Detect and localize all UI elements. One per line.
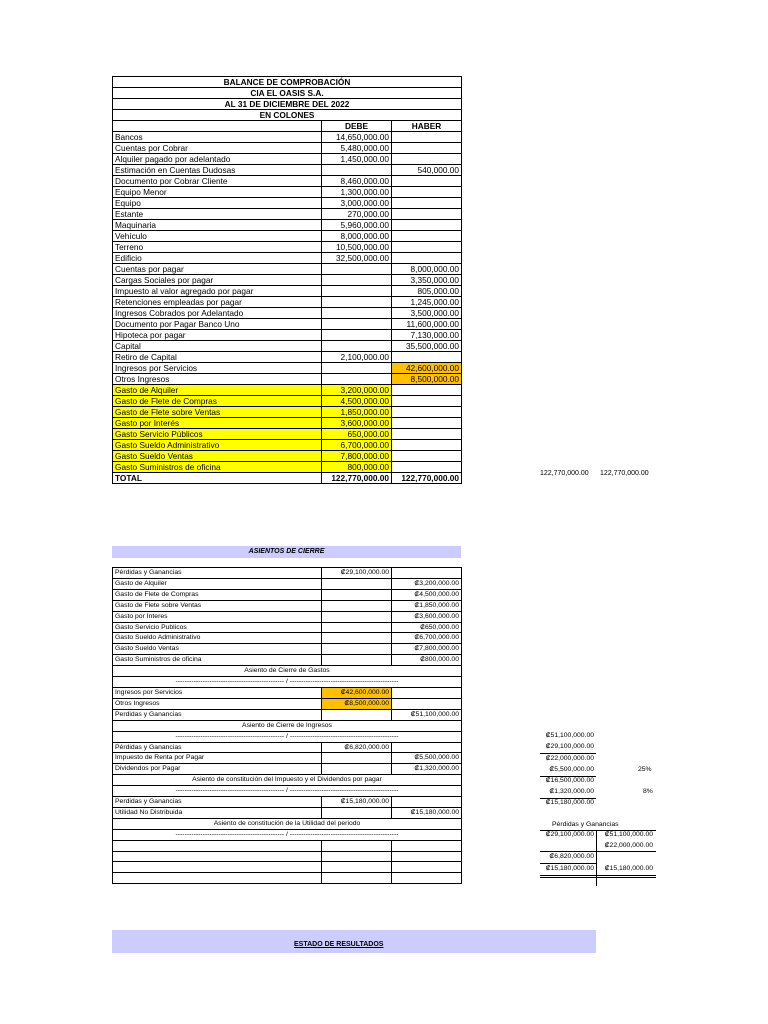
haber-amount	[392, 418, 462, 429]
account-name: Documento por Cobrar Cliente	[113, 176, 322, 187]
journal-debe	[322, 862, 392, 873]
haber-amount	[392, 143, 462, 154]
trial-balance-table	[112, 76, 462, 484]
debe-amount: 1,850,000.00	[322, 407, 392, 418]
account-name: Retiro de Capital	[113, 352, 322, 363]
journal-row	[113, 644, 462, 655]
balance-row	[113, 429, 462, 440]
balance-row	[113, 308, 462, 319]
account-name: Gasto de Alquiler	[113, 385, 322, 396]
debe-amount	[322, 308, 392, 319]
debe-amount: 32,500,000.00	[322, 253, 392, 264]
balance-row	[113, 286, 462, 297]
col-debe: DEBE	[322, 121, 392, 132]
balance-total-row	[113, 473, 462, 484]
balance-row	[113, 209, 462, 220]
account-name: Otros Ingresos	[113, 374, 322, 385]
balance-row	[113, 451, 462, 462]
journal-haber: ₡800,000.00	[392, 655, 462, 666]
t-account-debe: ₡15,180,000.00	[545, 865, 594, 872]
journal-haber: ₡1,850,000.00	[392, 600, 462, 611]
balance-row	[113, 297, 462, 308]
balance-header-row	[113, 121, 462, 132]
journal-debe	[322, 622, 392, 633]
debe-amount: 650,000.00	[322, 429, 392, 440]
journal-account: Gasto Suministros de oficina	[113, 655, 322, 666]
debe-amount: 2,100,000.00	[322, 352, 392, 363]
balance-row	[113, 154, 462, 165]
balance-row	[113, 165, 462, 176]
debe-amount	[322, 275, 392, 286]
account-name: Documento por Pagar Banco Uno	[113, 319, 322, 330]
journal-haber	[392, 568, 462, 579]
journal-account: Pérdidas y Ganancias	[113, 742, 322, 753]
journal-haber: ₡3,600,000.00	[392, 611, 462, 622]
balance-row	[113, 264, 462, 275]
journal-row	[113, 698, 462, 709]
haber-amount	[392, 429, 462, 440]
journal-account: Utilidad No Distribuida	[113, 807, 322, 818]
balance-title-row	[113, 110, 462, 121]
journal-debe	[322, 644, 392, 655]
balance-row	[113, 462, 462, 473]
balance-row	[113, 231, 462, 242]
haber-amount	[392, 187, 462, 198]
debe-amount: 1,450,000.00	[322, 154, 392, 165]
journal-haber: ₡650,000.00	[392, 622, 462, 633]
journal-account: Gasto Sueldo Administrativo	[113, 633, 322, 644]
account-name: Cargas Sociales por pagar	[113, 275, 322, 286]
account-name: Impuesto al valor agregado por pagar	[113, 286, 322, 297]
t-account-double-line	[540, 875, 656, 876]
balance-title: CIA EL OASIS S.A.	[113, 88, 462, 99]
balance-row	[113, 396, 462, 407]
journal-debe	[322, 633, 392, 644]
journal-row	[113, 568, 462, 579]
balance-row	[113, 374, 462, 385]
haber-amount	[392, 253, 462, 264]
haber-amount: 1,245,000.00	[392, 297, 462, 308]
journal-haber: ₡6,700,000.00	[392, 633, 462, 644]
journal-debe	[322, 753, 392, 764]
journal-debe: ₡15,180,000.00	[322, 797, 392, 808]
journal-row	[113, 764, 462, 775]
balance-title: BALANCE DE COMPROBACIÓN	[113, 77, 462, 88]
balance-row	[113, 319, 462, 330]
journal-haber: ₡51,100,000.00	[392, 709, 462, 720]
account-name: Gasto Suministros de oficina	[113, 462, 322, 473]
account-name: Gasto de Flete de Compras	[113, 396, 322, 407]
journal-debe	[322, 578, 392, 589]
side-total-debe: 122,770,000.00	[540, 470, 589, 477]
account-name: Vehículo	[113, 231, 322, 242]
haber-amount: 42,600,000.00	[392, 363, 462, 374]
journal-separator: ------------------------------------------------ / ------------------------------------------------	[113, 731, 462, 742]
journal-description: Asiento de Cierre de Ingresos	[113, 720, 462, 731]
journal-haber	[392, 840, 462, 851]
debe-amount	[322, 363, 392, 374]
journal-haber: ₡5,500,000.00	[392, 753, 462, 764]
debe-amount	[322, 374, 392, 385]
account-name: Estante	[113, 209, 322, 220]
journal-row	[113, 633, 462, 644]
journal-row	[113, 611, 462, 622]
journal-haber: ₡7,800,000.00	[392, 644, 462, 655]
account-name: Hipoteca por pagar	[113, 330, 322, 341]
journal-row	[113, 600, 462, 611]
journal-row	[113, 807, 462, 818]
t-account-title: Pérdidas y Ganancias	[552, 821, 619, 828]
account-name: Terreno	[113, 242, 322, 253]
debe-amount	[322, 165, 392, 176]
debe-amount: 3,600,000.00	[322, 418, 392, 429]
account-name: Ingresos por Servicios	[113, 363, 322, 374]
journal-debe	[322, 655, 392, 666]
debe-amount: 270,000.00	[322, 209, 392, 220]
account-name: Gasto de Flete sobre Ventas	[113, 407, 322, 418]
journal-haber	[392, 862, 462, 873]
debe-amount: 14,650,000.00	[322, 132, 392, 143]
t-account-mid-line	[540, 851, 656, 852]
balance-row	[113, 341, 462, 352]
journal-debe	[322, 851, 392, 862]
journal-separator: ------------------------------------------------ / ------------------------------------------------	[113, 829, 462, 840]
journal-debe: ₡8,500,000.00	[322, 698, 392, 709]
journal-debe	[322, 600, 392, 611]
journal-debe	[322, 589, 392, 600]
debe-amount: 3,200,000.00	[322, 385, 392, 396]
asientos-title-bar: ASIENTOS DE CIERRE	[112, 546, 461, 558]
t-account-haber: ₡22,000,000.00	[604, 842, 653, 849]
journal-debe	[322, 709, 392, 720]
account-name: Equipo	[113, 198, 322, 209]
journal-row	[113, 818, 462, 829]
balance-row	[113, 198, 462, 209]
haber-amount: 11,600,000.00	[392, 319, 462, 330]
haber-amount	[392, 209, 462, 220]
calc-value: ₡5,500,000.00	[549, 766, 594, 773]
journal-row	[113, 677, 462, 688]
journal-haber	[392, 797, 462, 808]
haber-amount	[392, 385, 462, 396]
debe-amount	[322, 319, 392, 330]
balance-row	[113, 385, 462, 396]
balance-row	[113, 418, 462, 429]
balance-title: AL 31 DE DICIEMBRE DEL 2022	[113, 99, 462, 110]
journal-description: Asiento de constitución de la Utilidad del periodo	[113, 818, 462, 829]
journal-haber: ₡15,180,000.00	[392, 807, 462, 818]
haber-amount	[392, 462, 462, 473]
journal-row	[113, 578, 462, 589]
journal-debe: ₡6,820,000.00	[322, 742, 392, 753]
debe-amount: 3,000,000.00	[322, 198, 392, 209]
balance-row	[113, 187, 462, 198]
col-haber: HABER	[392, 121, 462, 132]
calc-value: ₡29,100,000.00	[545, 743, 594, 750]
balance-row	[113, 440, 462, 451]
journal-row	[113, 622, 462, 633]
debe-amount: 7,800,000.00	[322, 451, 392, 462]
journal-debe	[322, 764, 392, 775]
calc-underline	[540, 753, 596, 754]
journal-description: Asiento de constitución del Impuesto y el Dividendos por pagar	[113, 775, 462, 786]
haber-amount	[392, 220, 462, 231]
haber-amount	[392, 132, 462, 143]
estado-resultados-bar	[112, 930, 596, 953]
account-name: Gasto Sueldo Ventas	[113, 451, 322, 462]
debe-amount: 8,000,000.00	[322, 231, 392, 242]
journal-row	[113, 655, 462, 666]
journal-account: Gasto Sueldo Ventas	[113, 644, 322, 655]
debe-amount: 5,960,000.00	[322, 220, 392, 231]
haber-amount: 8,000,000.00	[392, 264, 462, 275]
balance-row	[113, 275, 462, 286]
haber-amount	[392, 231, 462, 242]
calc-value: ₡22,000,000.00	[545, 755, 594, 762]
account-name: Estimación en Cuentas Dudosas	[113, 165, 322, 176]
journal-row	[113, 786, 462, 797]
journal-debe	[322, 873, 392, 884]
haber-amount	[392, 440, 462, 451]
journal-row	[113, 687, 462, 698]
balance-row	[113, 352, 462, 363]
journal-account	[113, 862, 322, 873]
calc-value: ₡15,180,000.00	[545, 799, 594, 806]
haber-amount: 3,500,000.00	[392, 308, 462, 319]
total-label: TOTAL	[113, 473, 322, 484]
balance-title-row	[113, 77, 462, 88]
journal-row	[113, 742, 462, 753]
debe-amount	[322, 341, 392, 352]
journal-account: Perdidas y Ganancias	[113, 709, 322, 720]
journal-account: Otros Ingresos	[113, 698, 322, 709]
account-name: Retenciones empleadas por pagar	[113, 297, 322, 308]
journal-haber: ₡3,200,000.00	[392, 578, 462, 589]
balance-title-row	[113, 99, 462, 110]
haber-amount	[392, 451, 462, 462]
journal-row	[113, 775, 462, 786]
side-total-haber: 122,770,000.00	[600, 470, 649, 477]
haber-amount	[392, 154, 462, 165]
journal-account: Pérdidas y Ganancias	[113, 568, 322, 579]
journal-account: Gasto de Flete de Compras	[113, 589, 322, 600]
t-account-debe: ₡29,100,000.00	[545, 831, 594, 838]
debe-amount	[322, 297, 392, 308]
journal-row	[113, 753, 462, 764]
journal-haber: ₡1,320,000.00	[392, 764, 462, 775]
journal-row	[113, 840, 462, 851]
balance-row	[113, 242, 462, 253]
t-account-debe: ₡6,820,000.00	[549, 853, 594, 860]
balance-row	[113, 176, 462, 187]
journal-haber	[392, 742, 462, 753]
journal-account	[113, 840, 322, 851]
journal-account: Gasto Servicio Publicos	[113, 622, 322, 633]
journal-account: Gasto por Interes	[113, 611, 322, 622]
account-name: Gasto Servicio Públicos	[113, 429, 322, 440]
debe-amount	[322, 330, 392, 341]
haber-amount	[392, 198, 462, 209]
account-name: Gasto por Interés	[113, 418, 322, 429]
journal-description: Asiento de Cierre de Gastos	[113, 666, 462, 677]
journal-row	[113, 666, 462, 677]
total-haber: 122,770,000.00	[392, 473, 462, 484]
account-name: Cuentas por pagar	[113, 264, 322, 275]
t-account-double-line	[540, 877, 656, 878]
t-account-haber: ₡15,180,000.00	[604, 865, 653, 872]
debe-amount	[322, 264, 392, 275]
journal-row	[113, 829, 462, 840]
t-account-line	[540, 863, 596, 864]
journal-separator: ------------------------------------------------ / ------------------------------------------------	[113, 786, 462, 797]
closing-entries-table	[112, 567, 462, 884]
journal-account	[113, 873, 322, 884]
account-name: Ingresos Cobrados por Adelantado	[113, 308, 322, 319]
balance-row	[113, 363, 462, 374]
tax-percent: 25%	[638, 766, 652, 773]
balance-title-row	[113, 88, 462, 99]
total-debe: 122,770,000.00	[322, 473, 392, 484]
haber-amount	[392, 352, 462, 363]
debe-amount: 10,500,000.00	[322, 242, 392, 253]
journal-haber	[392, 687, 462, 698]
journal-row	[113, 873, 462, 884]
account-name: Cuentas por Cobrar	[113, 143, 322, 154]
account-name: Capital	[113, 341, 322, 352]
journal-haber	[392, 851, 462, 862]
account-name: Bancos	[113, 132, 322, 143]
balance-title: EN COLONES	[113, 110, 462, 121]
haber-amount: 3,350,000.00	[392, 275, 462, 286]
account-name: Maquinaria	[113, 220, 322, 231]
blank-cell	[113, 121, 322, 132]
journal-row	[113, 720, 462, 731]
journal-account: Ingresos por Servicios	[113, 687, 322, 698]
haber-amount: 8,500,000.00	[392, 374, 462, 385]
balance-row	[113, 407, 462, 418]
debe-amount: 1,300,000.00	[322, 187, 392, 198]
journal-debe	[322, 807, 392, 818]
estado-resultados-title: ESTADO DE RESULTADOS	[294, 941, 384, 948]
balance-row	[113, 220, 462, 231]
balance-row	[113, 330, 462, 341]
haber-amount	[392, 407, 462, 418]
journal-account	[113, 851, 322, 862]
debe-amount	[322, 286, 392, 297]
calc-value: ₡16,500,000.00	[545, 777, 594, 784]
haber-amount: 540,000.00	[392, 165, 462, 176]
journal-row	[113, 731, 462, 742]
journal-row	[113, 709, 462, 720]
haber-amount: 805,000.00	[392, 286, 462, 297]
debe-amount: 4,500,000.00	[322, 396, 392, 407]
haber-amount: 7,130,000.00	[392, 330, 462, 341]
journal-account: Impuesto de Renta por Pagar	[113, 753, 322, 764]
journal-debe	[322, 611, 392, 622]
journal-account: Perdidas y Ganancias	[113, 797, 322, 808]
account-name: Alquiler pagado por adelantado	[113, 154, 322, 165]
debe-amount: 6,700,000.00	[322, 440, 392, 451]
journal-row	[113, 851, 462, 862]
account-name: Equipo Menor	[113, 187, 322, 198]
journal-account: Gasto de Alquiler	[113, 578, 322, 589]
account-name: Edificio	[113, 253, 322, 264]
balance-row	[113, 253, 462, 264]
debe-amount: 5,480,000.00	[322, 143, 392, 154]
haber-amount	[392, 176, 462, 187]
journal-haber: ₡4,500,000.00	[392, 589, 462, 600]
journal-row	[113, 862, 462, 873]
calc-value: ₡51,100,000.00	[545, 732, 594, 739]
debe-amount: 8,460,000.00	[322, 176, 392, 187]
calc-value: ₡1,320,000.00	[549, 788, 594, 795]
journal-haber	[392, 698, 462, 709]
journal-debe: ₡42,600,000.00	[322, 687, 392, 698]
journal-row	[113, 589, 462, 600]
debe-amount: 800,000.00	[322, 462, 392, 473]
balance-row	[113, 143, 462, 154]
balance-row	[113, 132, 462, 143]
journal-debe: ₡29,100,000.00	[322, 568, 392, 579]
haber-amount	[392, 242, 462, 253]
journal-haber	[392, 873, 462, 884]
t-account-haber: ₡51,100,000.00	[604, 831, 653, 838]
journal-account: Dividendos por Pagar	[113, 764, 322, 775]
haber-amount	[392, 396, 462, 407]
account-name: Gasto Sueldo Administrativo	[113, 440, 322, 451]
journal-separator: ------------------------------------------------ / ------------------------------------------------	[113, 677, 462, 688]
dividend-percent: 8%	[643, 788, 653, 795]
journal-debe	[322, 840, 392, 851]
haber-amount: 35,500,000.00	[392, 341, 462, 352]
journal-account: Gasto de Flete sobre Ventas	[113, 600, 322, 611]
journal-row	[113, 797, 462, 808]
